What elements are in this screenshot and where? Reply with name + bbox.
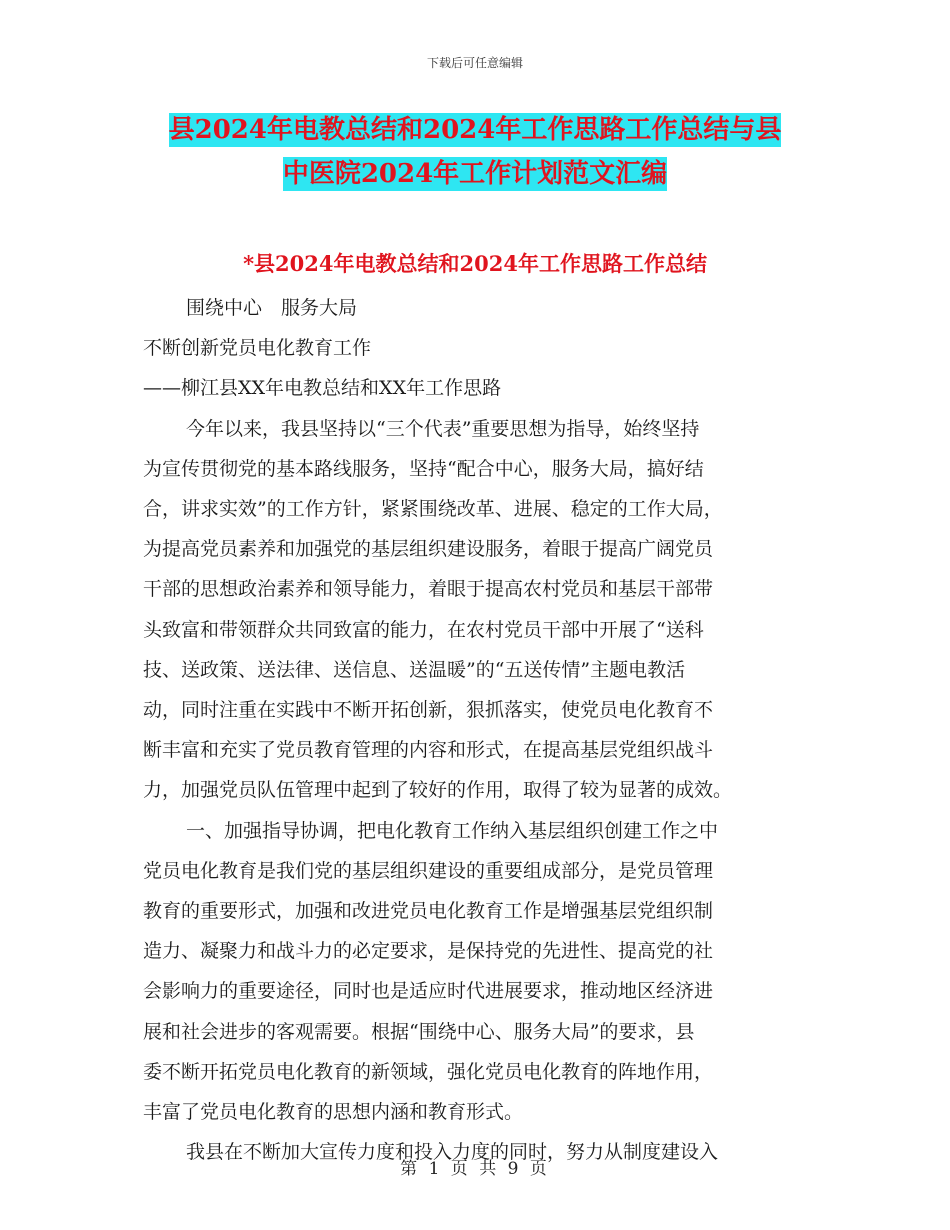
body-text: [143, 288, 808, 1172]
paragraph-line: 干部的思想政治素养和领导能力，着眼于提高农村党员和基层干部带: [143, 578, 714, 601]
paragraph-line: 委不断开拓党员电化教育的新领域，强化党员电化教育的阵地作用，: [143, 1060, 714, 1083]
document-title: [140, 108, 810, 196]
paragraph-line: 为提高党员素养和加强党的基层组织建设服务，着眼于提高广阔党员: [143, 538, 714, 561]
header-note: 下载后可任意编辑: [426, 56, 523, 70]
paragraph-line: 会影响力的重要途径，同时也是适应时代进展要求，推动地区经济进: [143, 980, 714, 1003]
paragraph-line: 造力、凝聚力和战斗力的必定要求，是保持党的先进性、提高党的社: [143, 940, 714, 963]
subtitle-line: 围绕中心 服务大局: [186, 297, 358, 319]
paragraph-line: 展和社会进步的客观需要。根据“围绕中心、服务大局”的要求，县: [143, 1020, 695, 1043]
title-line-1: [140, 108, 810, 152]
page-footer: 第 1 页 共 9 页: [400, 1159, 550, 1179]
paragraph-line: 丰富了党员电化教育的思想内涵和教育形式。: [143, 1101, 524, 1124]
paragraph-line: 今年以来，我县坚持以“三个代表”重要思想为指导，始终坚持: [186, 417, 700, 440]
title-line-2-text: 中医院2024年工作计划范文汇编: [282, 159, 668, 189]
subtitle-line: 不断创新党员电化教育工作: [143, 337, 372, 360]
paragraph-line: 动，同时注重在实践中不断开拓创新，狠抓落实，使党员电化教育不: [143, 699, 714, 722]
paragraph-line: 头致富和带领群众共同致富的能力，在农村党员干部中开展了“送科: [143, 618, 704, 641]
section-title: *县2024年电教总结和2024年工作思路工作总结: [243, 251, 707, 276]
paragraph-line: 断丰富和充实了党员教育管理的内容和形式，在提高基层党组织战斗: [143, 739, 714, 762]
title-line-2: [140, 152, 810, 196]
paragraph-line: 为宣传贯彻党的基本路线服务，坚持“配合中心，服务大局，搞好结: [143, 457, 704, 480]
paragraph-line: 党员电化教育是我们党的基层组织建设的重要组成部分，是党员管理: [143, 859, 714, 882]
subtitle-line: ——柳江县XX年电教总结和XX年工作思路: [143, 377, 502, 400]
title-line-1-text: 县2024年电教总结和2024年工作思路工作总结与县: [168, 115, 782, 145]
paragraph-line: 我县在不断加大宣传力度和投入力度的同时，努力从制度建设入: [186, 1141, 719, 1164]
paragraph-line: 合，讲求实效”的工作方针，紧紧围绕改革、进展、稳定的工作大局，: [143, 498, 723, 521]
paragraph-line: 力，加强党员队伍管理中起到了较好的作用，取得了较为显著的成效。: [143, 779, 733, 802]
paragraph-line: 技、送政策、送法律、送信息、送温暖”的“五送传情”主题电教活: [143, 658, 686, 681]
paragraph-line: 教育的重要形式，加强和改进党员电化教育工作是增强基层党组织制: [143, 900, 714, 923]
heading-line: 一、加强指导协调，把电化教育工作纳入基层组织创建工作之中: [186, 819, 719, 842]
